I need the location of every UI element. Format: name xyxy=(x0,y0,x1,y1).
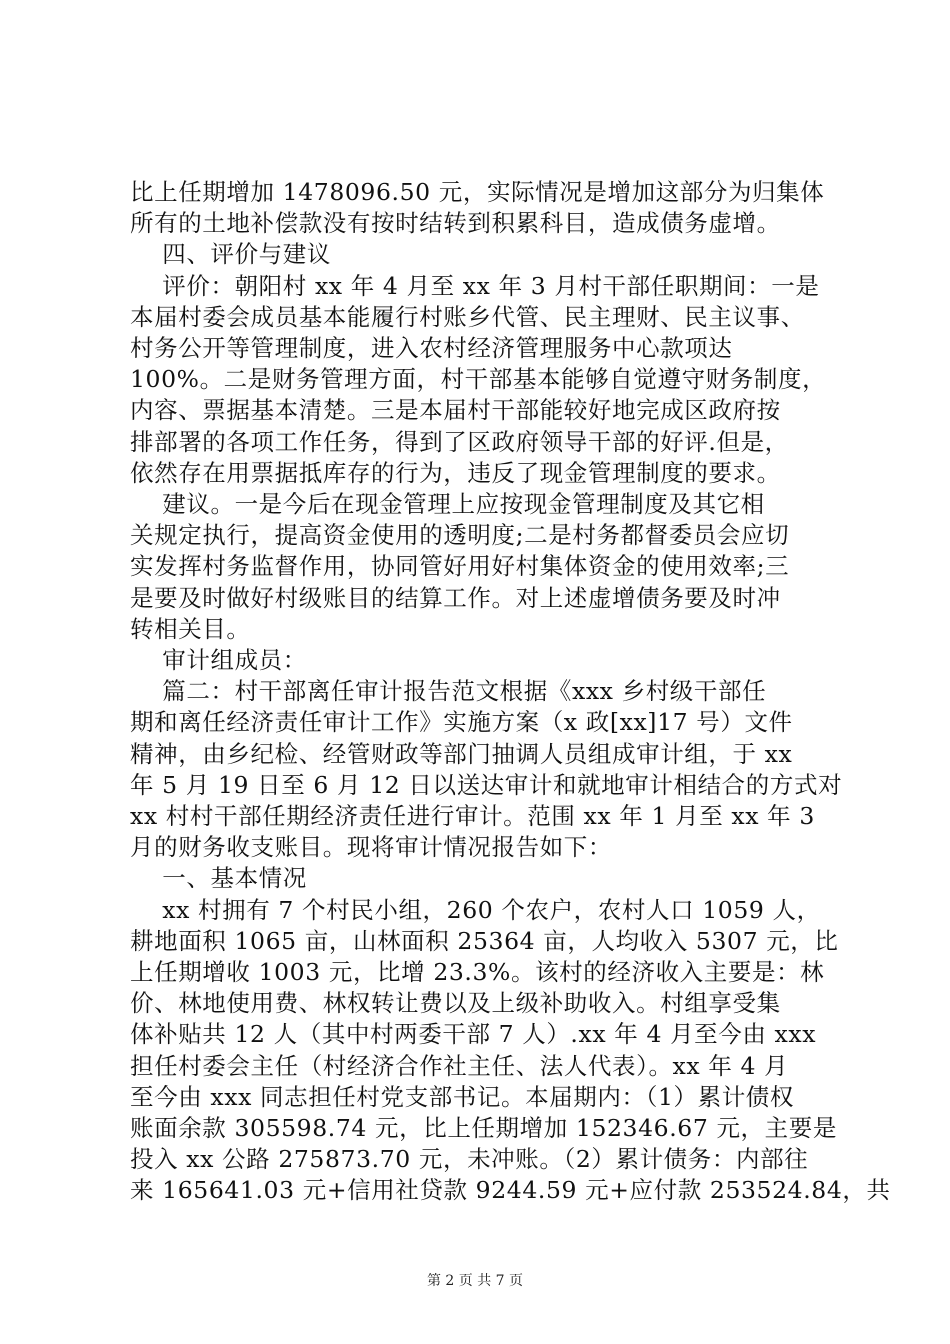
text-line: 依然存在用票据抵库存的行为，违反了现金管理制度的要求。 xyxy=(130,458,781,487)
text-line: 耕地面积 1065 亩，山林面积 25364 亩，人均收入 5307 元，比 xyxy=(130,926,839,955)
text-line: 村务公开等管理制度，进入农村经济管理服务中心款项达 xyxy=(130,334,733,362)
text-line: 篇二：村干部离任审计报告范文根据《xxx 乡村级干部任 xyxy=(130,677,767,706)
text-line: 四、评价与建议 xyxy=(130,240,331,269)
text-line: 本届村委会成员基本能履行村账乡代管、民主理财、民主议事、 xyxy=(130,302,805,331)
text-line: 评价：朝阳村 xx 年 4 月至 xx 年 3 月村干部任职期间：一是 xyxy=(130,271,820,300)
text-line: 审计组成员： xyxy=(130,646,307,674)
text-line: 关规定执行，提高资金使用的透明度;二是村务都督委员会应切 xyxy=(130,521,790,550)
text-line: 精神，由乡纪检、经管财政等部门抽调人员组成审计组，于 xx xyxy=(130,739,793,768)
text-line: 100%。二是财务管理方面，村干部基本能够自觉遵守财务制度， xyxy=(130,365,827,394)
text-line: 至今由 xxx 同志担任村党支部书记。本届期内：（1）累计债权 xyxy=(130,1082,794,1111)
text-line: 是要及时做好村级账目的结算工作。对上述虚增债务要及时冲 xyxy=(130,583,781,612)
text-line: 月的财务收支账目。现将审计情况报告如下： xyxy=(130,833,612,862)
text-line: 期和离任经济责任审计工作》实施方案（x 政[xx]17 号）文件 xyxy=(130,708,793,737)
text-line: 内容、票据基本清楚。三是本届村干部能较好地完成区政府按 xyxy=(130,396,781,425)
text-line: 转相关目。 xyxy=(130,614,251,643)
text-line: 价、林地使用费、林权转让费以及上级补助收入。村组享受集 xyxy=(130,989,781,1018)
text-line: 来 165641.03 元+信用社贷款 9244.59 元+应付款 253524.84，共 xyxy=(130,1176,891,1205)
text-line: 账面余款 305598.74 元，比上任期增加 152346.67 元，主要是 xyxy=(130,1114,837,1142)
text-line: 上任期增收 1003 元，比增 23.3%。该村的经济收入主要是：林 xyxy=(130,958,825,986)
text-line: 一、基本情况 xyxy=(130,864,307,893)
text-line: xx 村村干部任期经济责任进行审计。范围 xx 年 1 月至 xx 年 3 xyxy=(130,802,815,830)
text-line: 担任村委会主任（村经济合作社主任、法人代表）。xx 年 4 月 xyxy=(130,1051,789,1080)
text-line: 比上任期增加 1478096.50 元，实际情况是增加这部分为归集体 xyxy=(130,178,825,206)
text-line: 排部署的各项工作任务，得到了区政府领导干部的好评.但是， xyxy=(130,427,789,456)
text-line: 建议。一是今后在现金管理上应按现金管理制度及其它相 xyxy=(130,490,765,518)
text-line: 所有的土地补偿款没有按时结转到积累科目，造成债务虚增。 xyxy=(130,209,781,238)
text-line: xx 村拥有 7 个村民小组，260 个农户，农村人口 1059 人， xyxy=(130,895,821,924)
text-line: 投入 xx 公路 275873.70 元，未冲账。（2）累计债务：内部往 xyxy=(130,1145,809,1174)
page-footer: 第 2 页 共 7 页 xyxy=(426,1273,524,1289)
text-line: 年 5 月 19 日至 6 月 12 日以送达审计和就地审计相结合的方式对 xyxy=(130,770,843,799)
text-line: 实发挥村务监督作用，协同管好用好村集体资金的使用效率;三 xyxy=(130,552,790,581)
text-line: 体补贴共 12 人（其中村两委干部 7 人）.xx 年 4 月至今由 xxx xyxy=(130,1020,817,1049)
